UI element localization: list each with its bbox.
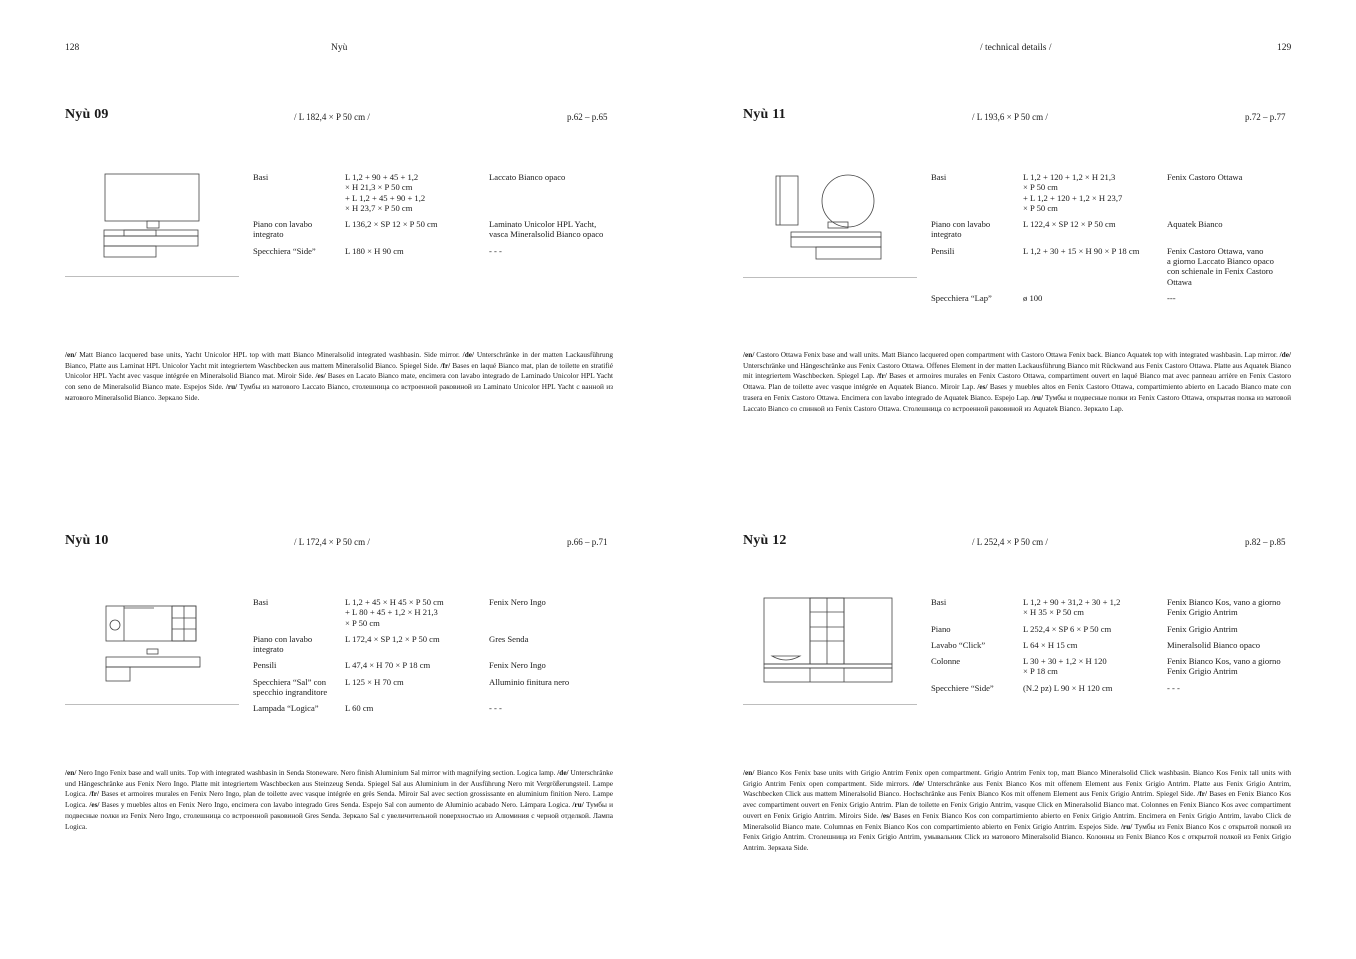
spec-row (253, 677, 619, 704)
section-divider (743, 277, 917, 278)
spec-row (253, 172, 619, 219)
spec-row (253, 219, 619, 246)
product-page-ref[interactable]: p.72 – p.77 (1245, 112, 1286, 122)
spec-table (253, 172, 619, 262)
spec-finish: --- (1167, 292, 1176, 303)
spec-finish: - - - (489, 703, 502, 714)
spec-size: L 47,4 × H 70 × P 18 cm (345, 660, 431, 671)
spec-table (931, 597, 1297, 699)
product-title: Nyù 09 (65, 107, 109, 122)
section-divider (743, 704, 917, 705)
spec-label: Colonne (931, 656, 961, 667)
spec-size: L 252,4 × SP 6 × P 50 cm (1023, 623, 1112, 634)
spec-finish: Fenix Bianco Kos, vano a giorno Fenix Grigio Antrim (1167, 597, 1281, 618)
spec-finish: - - - (1167, 682, 1180, 693)
spec-size: L 1,2 + 90 + 31,2 + 30 + 1,2 × H 35 × P 50 cm (1023, 597, 1121, 618)
spec-size: (N.2 pz) L 90 × H 120 cm (1023, 682, 1113, 693)
nyu-10-drawing (100, 600, 204, 686)
spec-finish: Fenix Castoro Ottawa (1167, 172, 1243, 182)
spec-size: L 1,2 + 45 × H 45 × P 50 cm + L 80 + 45 + 1,2 × H 21,3 × P 50 cm (345, 597, 444, 628)
spec-row (253, 703, 619, 719)
spec-finish: Laccato Bianco opaco (489, 172, 566, 182)
spec-row (931, 624, 1297, 640)
spec-table (253, 597, 619, 720)
spec-finish: Fenix Nero Ingo (489, 660, 546, 671)
spec-row (931, 683, 1297, 699)
spec-label: Piano (931, 623, 951, 634)
nyu-12-drawing (760, 594, 900, 690)
spec-label: Piano con lavabo integrato (253, 633, 313, 655)
spec-finish: Fenix Grigio Antrim (1167, 623, 1238, 634)
spec-finish: Laminato Unicolor HPL Yacht, vasca Mineralsolid Bianco opaco (489, 219, 604, 240)
spec-size: L 1,2 + 90 + 45 + 1,2 × H 21,3 × P 50 cm + L 1,2 + 45 + 90 + 1,2 × H 23,7 × P 50 cm (345, 172, 426, 213)
spec-finish: Aquatek Bianco (1167, 219, 1223, 230)
spec-row (931, 656, 1297, 683)
spec-finish: Alluminio finitura nero (489, 676, 570, 687)
right-page-number: 129 (1277, 43, 1292, 53)
product-dimensions: / L 182,4 × P 50 cm / (294, 112, 370, 122)
spec-size: L 122,4 × SP 12 × P 50 cm (1023, 219, 1116, 230)
spec-finish: Fenix Nero Ingo (489, 597, 546, 607)
spec-row (253, 246, 619, 262)
product-page-ref[interactable]: p.82 – p.85 (1245, 537, 1286, 547)
product-dimensions: / L 252,4 × P 50 cm / (972, 537, 1048, 547)
spec-size: ø 100 (1023, 292, 1043, 303)
spec-size: L 172,4 × SP 1,2 × P 50 cm (345, 633, 440, 644)
product-description: /en/ Castoro Ottawa Fenix base and wall units. Matt Bianco lacquered open compartment with Castoro Ottawa Fenix back. Bianco Aquatek top with integrated washbasin. Lap mirror. /de/ Unterschränke und Hängeschränke aus Fenix Castoro Ottawa. Offenes Element in der matten Lackausführung Bianco mit Rückwand aus Fenix Castoro Ottawa. Platte aus Aquatek Bianco mit integriertem Waschbecken. Spiegel Lap. /fr/ Bases et armoires murales en Fenix Castoro Ottawa, compartiment ouvert en laqué Bianco mat avec panneau arrière en Fenix Castoro Ottawa. Plan de toilette avec vasque intégrée en Aquatek Bianco. Miroir Lap. /es/ Bases y muebles altos en Fenix Castoro Ottawa, compartimiento abierto en Lacado Bianco mate con trasera en Fenix Castoro Ottawa. Encimera con lavabo integrado de Aquatek Bianco. Espejo Lap. /ru/ Тумбы и подвесные полки из Fenix Castoro Ottawa, открытая полка из матовой Laccato Bianco со спинкой из Fenix Castoro Ottawa. Столешница со встроенной раковиной из Aquatek Bianco. Зеркало Lap. (743, 350, 1292, 413)
spec-table (931, 172, 1297, 309)
spec-finish: Fenix Castoro Ottawa, vano a giorno Laccato Bianco opaco con schienale in Fenix Castoro Ottawa (1167, 245, 1274, 287)
spec-finish: Gres Senda (489, 633, 529, 644)
spec-row (931, 597, 1297, 624)
left-running-title: Nyù (331, 43, 348, 53)
spec-label: Pensili (253, 660, 277, 671)
spec-label: Specchiera “Side” (253, 245, 316, 256)
spec-row (931, 293, 1297, 309)
spec-label: Basi (253, 597, 269, 607)
spec-row (931, 640, 1297, 656)
spec-label: Pensili (931, 245, 955, 256)
spec-size: L 60 cm (345, 703, 374, 714)
spec-size: L 1,2 + 30 + 15 × H 90 × P 18 cm (1023, 245, 1140, 256)
spec-finish: Mineralsolid Bianco opaco (1167, 639, 1261, 650)
section-title: / technical details / (980, 43, 1052, 53)
section-divider (65, 276, 239, 277)
spec-label: Piano con lavabo integrato (931, 219, 991, 240)
spec-row (931, 219, 1297, 246)
product-description: /en/ Bianco Kos Fenix base units with Grigio Antrim Fenix open compartment. Grigio Antrim Fenix top, matt Bianco Mineralsolid Click washbasin. Bianco Kos Fenix tall units with Grigio Antrim Fenix open compartment. Side mirrors. /de/ Unterschränke aus Fenix Bianco Kos mit offenem Element aus Fenix Grigio Antrim. Platte aus Fenix Grigio Antrim, Waschbecken Click aus mattem Mineralsolid Bianco. Hochschränke aus Fenix Bianco Kos mit offenem Element aus Fenix Grigio Antrim. Spiegel Side. /fr/ Bases en Fenix Bianco Kos avec compartiment ouvert en Fenix Grigio Antrim. Plan de toilette en Fenix Grigio Antrim, vasque Click en Mineralsolid Bianco mat. Colonnes en Fenix Bianco Kos avec compartiment ouvert en Fenix Grigio Antrim. Miroirs Side. /es/ Bases en Fenix Bianco Kos con compartimiento abierto en Fenix Grigio Antrim. Encimera en Fenix Grigio Antrim, lavabo Click de Mineralsolid Bianco mate. Columnas en Fenix Bianco Kos con compartimiento abierto en Fenix Grigio Antrim. Espejos Side. /ru/ Тумбы из Fenix Bianco Kos с открытой полкой из Fenix Grigio Antrim. Столешница из Fenix Grigio Antrim, умывальник Click из матового Mineralsolid Bianco. Колонны из Fenix Bianco Kos с открытой полкой из Fenix Grigio Antrim. Зеркала Side. (743, 768, 1292, 852)
product-dimensions: / L 193,6 × P 50 cm / (972, 112, 1048, 122)
spec-size: L 136,2 × SP 12 × P 50 cm (345, 219, 438, 230)
spec-label: Lavabo “Click” (931, 639, 986, 650)
spec-label: Piano con lavabo integrato (253, 219, 313, 240)
spec-label: Specchiera “Lap” (931, 292, 992, 303)
spec-label: Basi (931, 597, 947, 607)
product-title: Nyù 12 (743, 533, 787, 548)
spec-finish: Fenix Bianco Kos, vano a giorno Fenix Grigio Antrim (1167, 656, 1281, 677)
spec-row (931, 172, 1297, 219)
spec-label: Specchiere “Side” (931, 682, 994, 693)
product-page-ref[interactable]: p.66 – p.71 (567, 537, 608, 547)
spec-finish: - - - (489, 245, 502, 256)
product-title: Nyù 10 (65, 533, 109, 548)
spec-row (253, 660, 619, 676)
spec-label: Lampada “Logica” (253, 703, 319, 714)
nyu-09-drawing (100, 170, 204, 260)
spec-size: L 125 × H 70 cm (345, 676, 404, 687)
spec-row (253, 634, 619, 661)
product-page-ref[interactable]: p.62 – p.65 (567, 112, 608, 122)
spec-label: Basi (931, 172, 947, 182)
spec-size: L 1,2 + 120 + 1,2 × H 21,3 × P 50 cm + L 1,2 + 120 + 1,2 × H 23,7 × P 50 cm (1023, 172, 1123, 213)
product-description: /en/ Nero Ingo Fenix base and wall units. Top with integrated washbasin in Senda Stoneware. Nero finish Aluminium Sal mirror with magnifying section. Logica lamp. /de/ Unterschränke und Hängeschränke aus Fenix Nero Ingo. Platte mit integriertem Waschbecken aus Steinzeug Senda. Spiegel Sal aus Aluminium in der Ausführung Nero mit Vergrößerungsteil. Lampe Logica. /fr/ Bases et armoires murales en Fenix Nero Ingo, plan de toilette avec vasque intégrée en grès Senda. Miroir Sal avec section grossissante en aluminium finition Nero. Lampe Logica. /es/ Bases y muebles altos en Fenix Nero Ingo, encimera con lavabo integrado Gres Senda. Espejo Sal con aumento de Aluminio acabado Nero. Lámpara Logica. /ru/ Тумбы и подвесные полки из Fenix Nero Ingo, столешница со встроенной раковиной Gres Senda. Зеркало Sal с увеличительной поверхностью из Алюминия с черной отделкой. Лампа Logica. (65, 768, 613, 831)
product-dimensions: / L 172,4 × P 50 cm / (294, 537, 370, 547)
spec-size: L 180 × H 90 cm (345, 245, 404, 256)
spec-label: Specchiera “Sal” con specchio ingranditore (253, 676, 328, 698)
product-title: Nyù 11 (743, 107, 786, 122)
left-page-number: 128 (65, 43, 80, 53)
product-description: /en/ Matt Bianco lacquered base units, Yacht Unicolor HPL top with matt Bianco Mineralsolid integrated washbasin. Side mirror. /de/ Unterschränke in der matten Lackausführung Bianco, Platte aus Laminat HPL Unicolor Yacht mit integriertem Waschbecken aus mattem Mineralsolid Bianco. Spiegel Side. /fr/ Bases en laqué Bianco mat, plan de toilette en stratifié Unicolor HPL Yacht avec vasque intégrée en Mineralsolid Bianco mat. Miroir Side. /es/ Bases en Lacato Bianco mate, encimera con lavabo integrado de Laminado Unicolor HPL Yacht con seno de Mineralsolid Bianco mate. Espejos Side. /ru/ Тумбы из матового Laccato Bianco, столешница со встроенной раковиной из Laminato Unicolor HPL Yacht с ванной из матового Mineralsolid Bianco. Зеркало Side. (65, 350, 613, 402)
spec-size: L 64 × H 15 cm (1023, 639, 1078, 650)
spec-row (931, 246, 1297, 293)
nyu-11-drawing (770, 170, 885, 262)
spec-label: Basi (253, 172, 269, 182)
section-divider (65, 704, 239, 705)
spec-size: L 30 + 30 + 1,2 × H 120 × P 18 cm (1023, 656, 1107, 677)
spec-row (253, 597, 619, 634)
